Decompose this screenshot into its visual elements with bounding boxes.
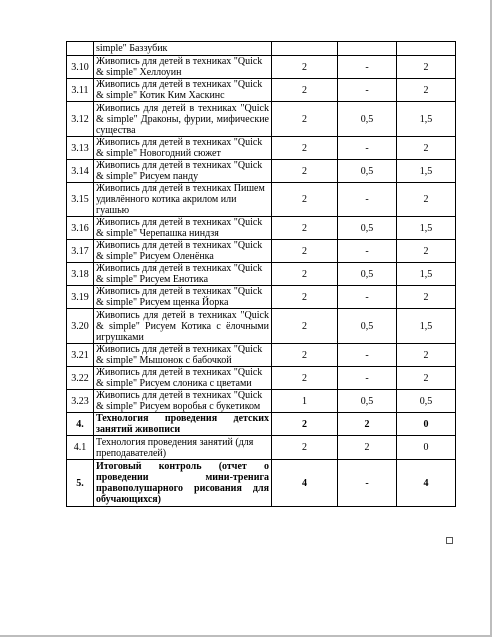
row-hours-total <box>272 42 338 56</box>
row-topic: Итоговый контроль (отчет о проведении мини-тренига правополушарного рисования для обучающихся) <box>94 460 272 507</box>
row-hours-theory: 0,5 <box>338 309 397 344</box>
row-number: 3.14 <box>67 160 94 183</box>
row-number: 3.11 <box>67 79 94 102</box>
row-hours-practice: 2 <box>397 56 456 79</box>
table-row <box>67 102 456 137</box>
row-hours-practice: 2 <box>397 240 456 263</box>
row-number: 5. <box>67 460 94 507</box>
row-hours-total: 2 <box>272 367 338 390</box>
row-hours-total: 2 <box>272 413 338 436</box>
course-plan-table <box>66 41 456 507</box>
row-hours-theory: - <box>338 137 397 160</box>
table-row <box>67 160 456 183</box>
table-row <box>67 137 456 160</box>
table-row <box>67 79 456 102</box>
row-hours-total: 1 <box>272 390 338 413</box>
row-number: 3.16 <box>67 217 94 240</box>
table-row <box>67 344 456 367</box>
row-topic: Живопись для детей в техниках "Quick & simple" Рисуем слоника с цветами <box>94 367 272 390</box>
table-row <box>67 263 456 286</box>
row-hours-theory: - <box>338 344 397 367</box>
row-topic: Живопись для детей в техниках "Quick & simple" Рисуем воробья с букетиком <box>94 390 272 413</box>
row-hours-total: 2 <box>272 160 338 183</box>
row-hours-total: 2 <box>272 344 338 367</box>
table-row <box>67 367 456 390</box>
row-hours-theory: - <box>338 183 397 217</box>
row-hours-total: 2 <box>272 137 338 160</box>
row-hours-theory <box>338 42 397 56</box>
table-row <box>67 240 456 263</box>
row-hours-theory: 2 <box>338 436 397 460</box>
table-row <box>67 183 456 217</box>
row-hours-practice: 0 <box>397 436 456 460</box>
row-number: 3.12 <box>67 102 94 137</box>
row-topic: Живопись для детей в техниках "Quick & simple" Рисуем панду <box>94 160 272 183</box>
row-hours-theory: - <box>338 367 397 390</box>
row-topic: Живопись для детей в техниках "Quick & simple" Драконы, фурии, мифические существа <box>94 102 272 137</box>
row-number: 3.20 <box>67 309 94 344</box>
row-hours-practice: 1,5 <box>397 160 456 183</box>
row-number: 3.13 <box>67 137 94 160</box>
row-topic: Живопись для детей в техниках "Quick & simple" Рисуем Оленёнка <box>94 240 272 263</box>
row-hours-theory: 0,5 <box>338 217 397 240</box>
row-topic: Живопись для детей в техниках "Quick & simple" Хеллоуин <box>94 56 272 79</box>
row-topic: Живопись для детей в техниках "Quick & simple" Рисуем щенка Йорка <box>94 286 272 309</box>
table-row <box>67 56 456 79</box>
row-topic: simple" Баззубик <box>94 42 272 56</box>
row-hours-practice: 1,5 <box>397 217 456 240</box>
row-number: 4.1 <box>67 436 94 460</box>
row-hours-total: 2 <box>272 263 338 286</box>
row-hours-theory: - <box>338 286 397 309</box>
row-hours-practice: 2 <box>397 367 456 390</box>
row-hours-practice: 1,5 <box>397 309 456 344</box>
row-topic: Технология проведения занятий (для преподавателей) <box>94 436 272 460</box>
row-number: 3.17 <box>67 240 94 263</box>
table-row <box>67 309 456 344</box>
row-hours-practice: 2 <box>397 79 456 102</box>
row-hours-practice: 2 <box>397 183 456 217</box>
row-topic: Живопись для детей в техниках "Quick & simple" Новогодний сюжет <box>94 137 272 160</box>
row-number: 3.15 <box>67 183 94 217</box>
row-hours-theory: - <box>338 56 397 79</box>
row-hours-theory: 0,5 <box>338 390 397 413</box>
row-hours-theory: - <box>338 240 397 263</box>
row-topic: Технология проведения детских занятий живописи <box>94 413 272 436</box>
row-hours-practice: 0 <box>397 413 456 436</box>
row-hours-practice: 0,5 <box>397 390 456 413</box>
row-hours-total: 2 <box>272 436 338 460</box>
table-row <box>67 286 456 309</box>
table-row <box>67 42 456 56</box>
row-number <box>67 42 94 56</box>
row-hours-total: 4 <box>272 460 338 507</box>
end-of-cell-mark <box>446 537 453 544</box>
row-hours-theory: 0,5 <box>338 263 397 286</box>
table-row <box>67 413 456 436</box>
row-topic: Живопись для детей в техниках "Quick & simple" Рисуем Енотика <box>94 263 272 286</box>
row-topic: Живопись для детей в техниках "Quick & simple" Рисуем Котика с ёлочными игрушками <box>94 309 272 344</box>
row-number: 3.19 <box>67 286 94 309</box>
row-hours-total: 2 <box>272 309 338 344</box>
row-number: 4. <box>67 413 94 436</box>
row-hours-total: 2 <box>272 79 338 102</box>
row-hours-total: 2 <box>272 183 338 217</box>
table-row <box>67 436 456 460</box>
table-row <box>67 217 456 240</box>
row-hours-practice <box>397 42 456 56</box>
row-hours-practice: 2 <box>397 286 456 309</box>
row-hours-theory: - <box>338 79 397 102</box>
row-hours-practice: 2 <box>397 344 456 367</box>
row-hours-practice: 4 <box>397 460 456 507</box>
row-hours-theory: 0,5 <box>338 160 397 183</box>
table-row <box>67 390 456 413</box>
row-number: 3.21 <box>67 344 94 367</box>
row-hours-practice: 2 <box>397 137 456 160</box>
row-number: 3.23 <box>67 390 94 413</box>
row-hours-total: 2 <box>272 102 338 137</box>
row-topic: Живопись для детей в техниках "Quick & simple" Котик Ким Хаскинс <box>94 79 272 102</box>
row-number: 3.22 <box>67 367 94 390</box>
row-hours-practice: 1,5 <box>397 102 456 137</box>
row-hours-theory: - <box>338 460 397 507</box>
table-row <box>67 460 456 507</box>
row-hours-total: 2 <box>272 217 338 240</box>
row-hours-total: 2 <box>272 56 338 79</box>
row-hours-total: 2 <box>272 240 338 263</box>
row-number: 3.10 <box>67 56 94 79</box>
row-topic: Живопись для детей в техниках Пишем удивлённого котика акрилом или гуашью <box>94 183 272 217</box>
row-hours-theory: 0,5 <box>338 102 397 137</box>
row-hours-total: 2 <box>272 286 338 309</box>
row-number: 3.18 <box>67 263 94 286</box>
row-topic: Живопись для детей в техниках "Quick & simple" Черепашка ниндзя <box>94 217 272 240</box>
row-hours-theory: 2 <box>338 413 397 436</box>
row-topic: Живопись для детей в техниках "Quick & simple" Мышонок с бабочкой <box>94 344 272 367</box>
row-hours-practice: 1,5 <box>397 263 456 286</box>
